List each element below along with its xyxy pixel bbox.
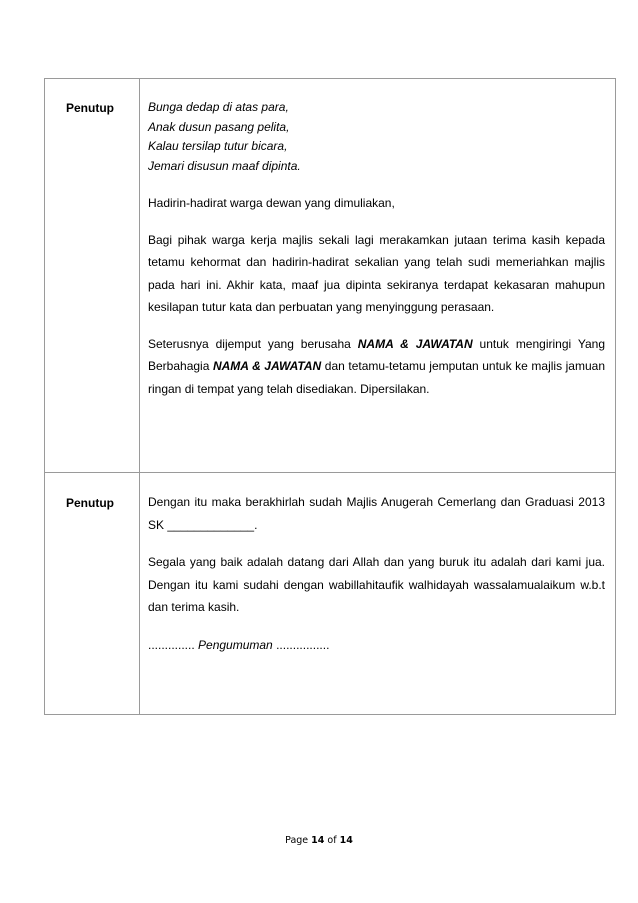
pantun-line: Kalau tersilap tutur bicara, xyxy=(148,139,288,153)
name-placeholder: NAMA & JAWATAN xyxy=(212,359,322,373)
invitation-text: Seterusnya dijemput yang berusaha xyxy=(148,336,358,351)
pantun xyxy=(148,98,605,176)
announcement-line xyxy=(148,634,605,657)
invitation-text: dan tetamu-tetamu jemputan untuk ke majlis jamuan ringan di tempat yang telah disediakan. Dipersilakan. xyxy=(148,359,605,396)
closing-paragraph: Dengan itu maka berakhirlah sudah Majlis Anugerah Cemerlang dan Graduasi 2013 SK _____________. xyxy=(148,495,605,532)
section-content xyxy=(140,79,616,473)
section-label: Penutup xyxy=(45,473,140,715)
thanks-paragraph: Bagi pihak warga kerja majlis sekali lagi merakamkan jutaan terima kasih kepada tetamu kehormat dan hadirin-hadirat sekalian yang telah sudi memeriahkan majlis pada hari ini. Akhir kata, maaf jua dipinta sekiranya terdapat kekasaran mahupun kesilapan tutur kata dan perbuatan yang menyinggung perasaan. xyxy=(148,232,605,314)
script-table xyxy=(44,78,616,715)
table-row xyxy=(45,473,616,715)
announcement-word: Pengumuman xyxy=(194,637,277,652)
invitation-text: untuk mengiringi Yang Berbahagia xyxy=(148,336,605,373)
total-page-number: 14 xyxy=(339,835,353,846)
pantun-line: Bunga dedap di atas para, xyxy=(148,100,289,114)
current-page-number: 14 xyxy=(311,835,325,846)
table-row xyxy=(45,79,616,473)
name-placeholder: NAMA & JAWATAN xyxy=(357,336,473,351)
section-label: Penutup xyxy=(45,79,140,473)
section-content xyxy=(140,473,616,715)
announcement-dots: ................ xyxy=(276,637,330,652)
page-footer xyxy=(0,835,638,846)
footer-prefix: Page xyxy=(285,835,312,846)
farewell-paragraph: Segala yang baik adalah datang dari Allah dan yang buruk itu adalah dari kami jua. Dengan itu kami sudahi dengan wabillahitaufik walhidayah wassalamualaikum w.b.t dan terima kasih. xyxy=(148,555,605,614)
pantun-line: Anak dusun pasang pelita, xyxy=(148,119,290,134)
invitation-paragraph xyxy=(148,333,605,401)
footer-middle: of xyxy=(324,835,340,846)
announcement-dots: .............. xyxy=(148,637,195,652)
pantun-line: Jemari disusun maaf dipinta. xyxy=(148,158,301,173)
greeting-paragraph: Hadirin-hadirat warga dewan yang dimuliakan, xyxy=(148,196,395,210)
